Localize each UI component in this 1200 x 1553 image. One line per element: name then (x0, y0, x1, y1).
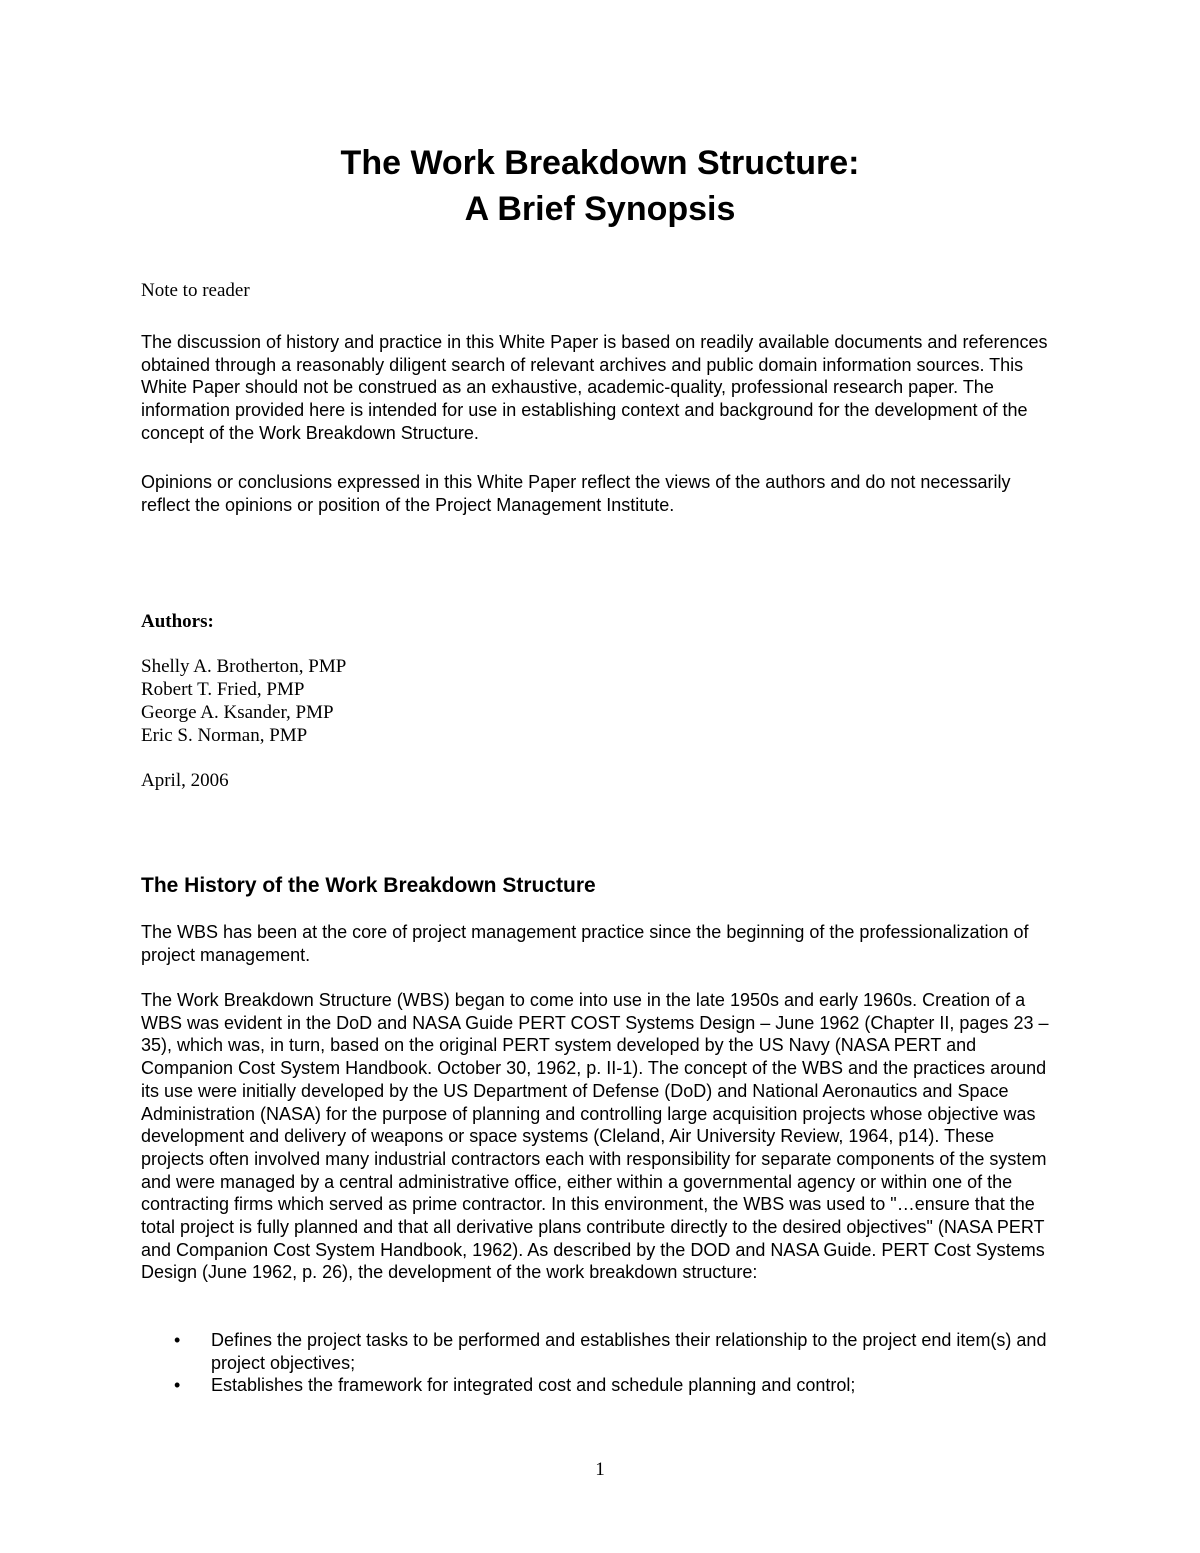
list-item (141, 1329, 1056, 1374)
note-to-reader-label: Note to reader (141, 280, 250, 301)
author-name: Robert T. Fried, PMP (141, 679, 305, 700)
bullet-icon: • (174, 1375, 181, 1396)
section-heading: The History of the Work Breakdown Structure (141, 874, 596, 897)
history-paragraph-1: The WBS has been at the core of project management practice since the beginning of the professionalization of project management. (141, 922, 1029, 965)
bullet-icon: • (174, 1330, 181, 1350)
title-line-1: The Work Breakdown Structure: (340, 144, 860, 182)
history-paragraph-2: The Work Breakdown Structure (WBS) began to come into use in the late 1950s and early 1960s. Creation of a WBS was evident in the DoD and NASA Guide PERT COST Systems Design – June 1962 (Chapter II, pages 23 – 35), which was, in turn, based on the original PERT system developed by the US Navy (NASA PERT and Companion Cost System Handbook. October 30, 1962, p. II-1). The concept of the WBS and the practices around its use were initially developed by the US Department of Defense (DoD) and National Aeronautics and Space Administration (NASA) for the purpose of planning and controlling large acquisition projects whose objective was development and delivery of weapons or space systems (Cleland, Air University Review, 1964, p14). These projects often involved many industrial contractors each with responsibility for separate components of the system and were managed by a central administrative office, either within a governmental agency or within one of the contracting firms which served as prime contractor. In this environment, the WBS was used to "…ensure that the total project is fully planned and that all derivative plans contribute directly to the desired objectives" (NASA PERT and Companion Cost System Handbook, 1962). As described by the DOD and NASA Guide. PERT Cost Systems Design (June 1962, p. 26), the development of the work breakdown structure: (141, 990, 1049, 1283)
page-number: 1 (595, 1459, 605, 1480)
author-name: Eric S. Norman, PMP (141, 725, 308, 746)
list-item (141, 1374, 1056, 1397)
note-paragraph-1: The discussion of history and practice in this White Paper is based on readily available documents and references obtained through a reasonably diligent search of relevant archives and public domain information sources. This White Paper should not be construed as an exhaustive, academic-quality, professional research paper. The information provided here is intended for use in establishing context and background for the development of the concept of the Work Breakdown Structure. (141, 332, 1048, 443)
title-line-2: A Brief Synopsis (464, 190, 736, 228)
authors-list (141, 655, 1056, 747)
authors-heading: Authors: (141, 611, 214, 632)
bullet-list (141, 1329, 1056, 1397)
author-name: Shelly A. Brotherton, PMP (141, 656, 347, 677)
document-title (0, 140, 1200, 232)
note-paragraph-2: Opinions or conclusions expressed in this White Paper reflect the views of the authors and do not necessarily reflect the opinions or position of the Project Management Institute. (141, 472, 1011, 515)
list-item-text: Defines the project tasks to be performed and establishes their relationship to the project end item(s) and project objectives; (211, 1330, 1047, 1373)
author-name: George A. Ksander, PMP (141, 702, 334, 723)
publication-date: April, 2006 (141, 770, 229, 791)
list-item-text: Establishes the framework for integrated cost and schedule planning and control; (211, 1375, 856, 1396)
